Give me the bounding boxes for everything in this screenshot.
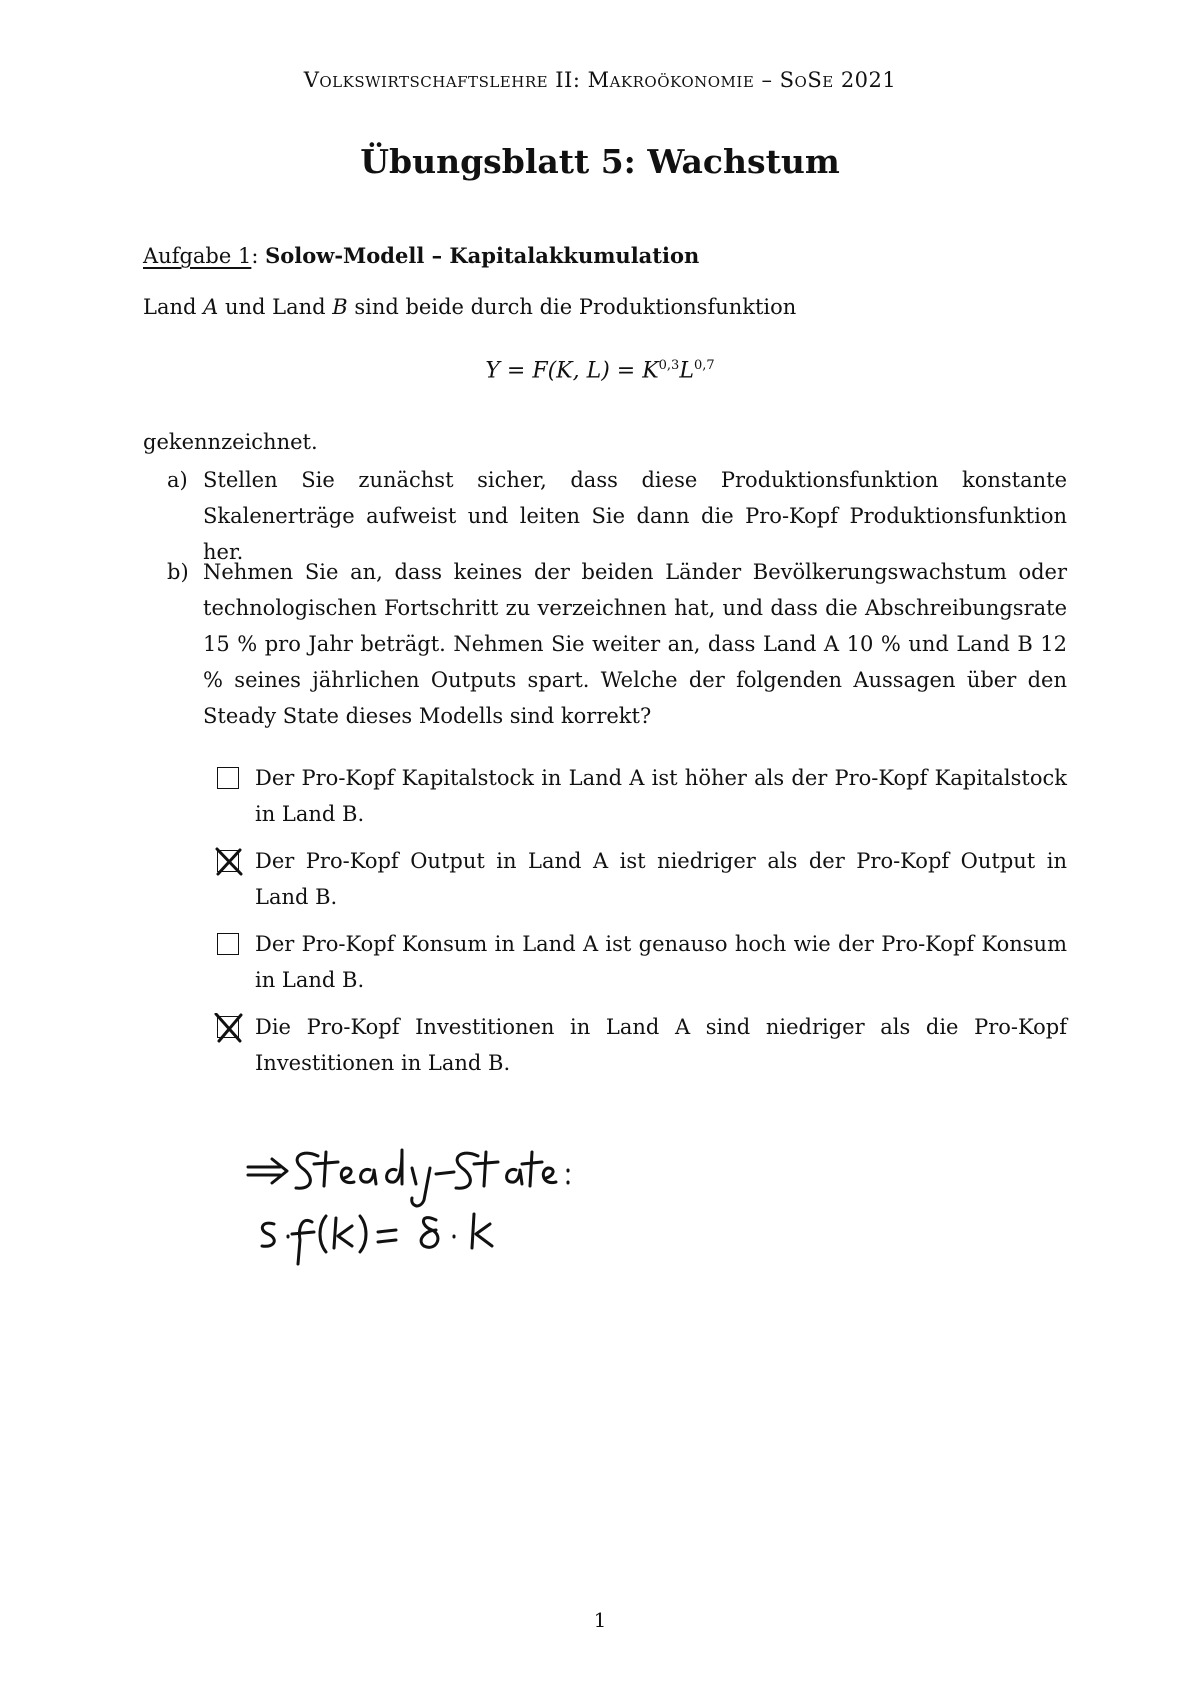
- checkbox-unchecked[interactable]: [217, 933, 239, 955]
- choice-text: Der Pro-Kopf Output in Land A ist niedriger als der Pro-Kopf Output in Land B.: [255, 849, 1067, 909]
- choice-1: [217, 760, 1067, 832]
- choice-4: [217, 1009, 1067, 1081]
- item-marker: b): [167, 560, 189, 584]
- handwritten-note-drawing: [240, 1140, 580, 1270]
- intro-text-3: sind beide durch die Produktionsfunktion: [347, 295, 797, 319]
- task-label: Aufgabe 1: [143, 244, 252, 268]
- cross-mark-icon: [214, 1013, 244, 1043]
- choice-text: Der Pro-Kopf Konsum in Land A ist genauso hoch wie der Pro-Kopf Konsum in Land B.: [255, 932, 1067, 992]
- formula-lhs: Y = F(K, L) = K: [485, 358, 659, 384]
- running-header: Volkswirtschaftslehre II: Makroökonomie – SoSe 2021: [303, 68, 897, 92]
- formula-exponent-k: 0,3: [658, 358, 680, 373]
- formula-continuation: gekennzeichnet.: [143, 430, 318, 454]
- intro-text-2: und Land: [218, 295, 333, 319]
- formula-exponent-l: 0,7: [693, 358, 715, 373]
- intro-var-a: A: [203, 295, 219, 319]
- choice-text: Der Pro-Kopf Kapitalstock in Land A ist höher als der Pro-Kopf Kapitalstock in Land B.: [255, 766, 1067, 826]
- task-heading: Aufgabe 1: Solow-Modell – Kapitalakkumulation: [143, 243, 700, 268]
- item-text: Stellen Sie zunächst sicher, dass diese Produktionsfunktion konstante Skalenerträge aufweist und leiten Sie dann die Pro-Kopf Produktionsfunktion her.: [203, 468, 1067, 564]
- item-marker: a): [167, 468, 188, 492]
- intro-var-b: B: [332, 295, 348, 319]
- item-b: [167, 554, 1067, 734]
- choice-text: Die Pro-Kopf Investitionen in Land A sind niedriger als die Pro-Kopf Investitionen in Land B.: [255, 1015, 1067, 1075]
- page-title: Übungsblatt 5: Wachstum: [360, 142, 840, 181]
- item-text: Nehmen Sie an, dass keines der beiden Länder Bevölkerungswachstum oder technologischen Fortschritt zu verzeichnen hat, und dass die Abschreibungsrate 15 % pro Jahr beträgt. Nehmen Sie weiter an, dass Land A 10 % und Land B 12 % seines jährlichen Outputs spart. Welche der folgenden Aussagen über den Steady State dieses Modells sind korrekt?: [203, 560, 1067, 728]
- choice-2: [217, 843, 1067, 915]
- checkbox-unchecked[interactable]: [217, 767, 239, 789]
- checkbox-checked[interactable]: [217, 1016, 239, 1038]
- cross-mark-icon: [214, 847, 244, 877]
- intro-text-1: Land: [143, 295, 204, 319]
- checkbox-checked[interactable]: [217, 850, 239, 872]
- choice-3: [217, 926, 1067, 998]
- production-function-formula: [0, 358, 1200, 383]
- handwritten-note: [240, 1140, 580, 1274]
- task-name: Solow-Modell – Kapitalakkumulation: [265, 243, 700, 268]
- page-number: 1: [593, 1608, 607, 1632]
- formula-l: L: [679, 358, 694, 384]
- intro-paragraph: [143, 295, 796, 319]
